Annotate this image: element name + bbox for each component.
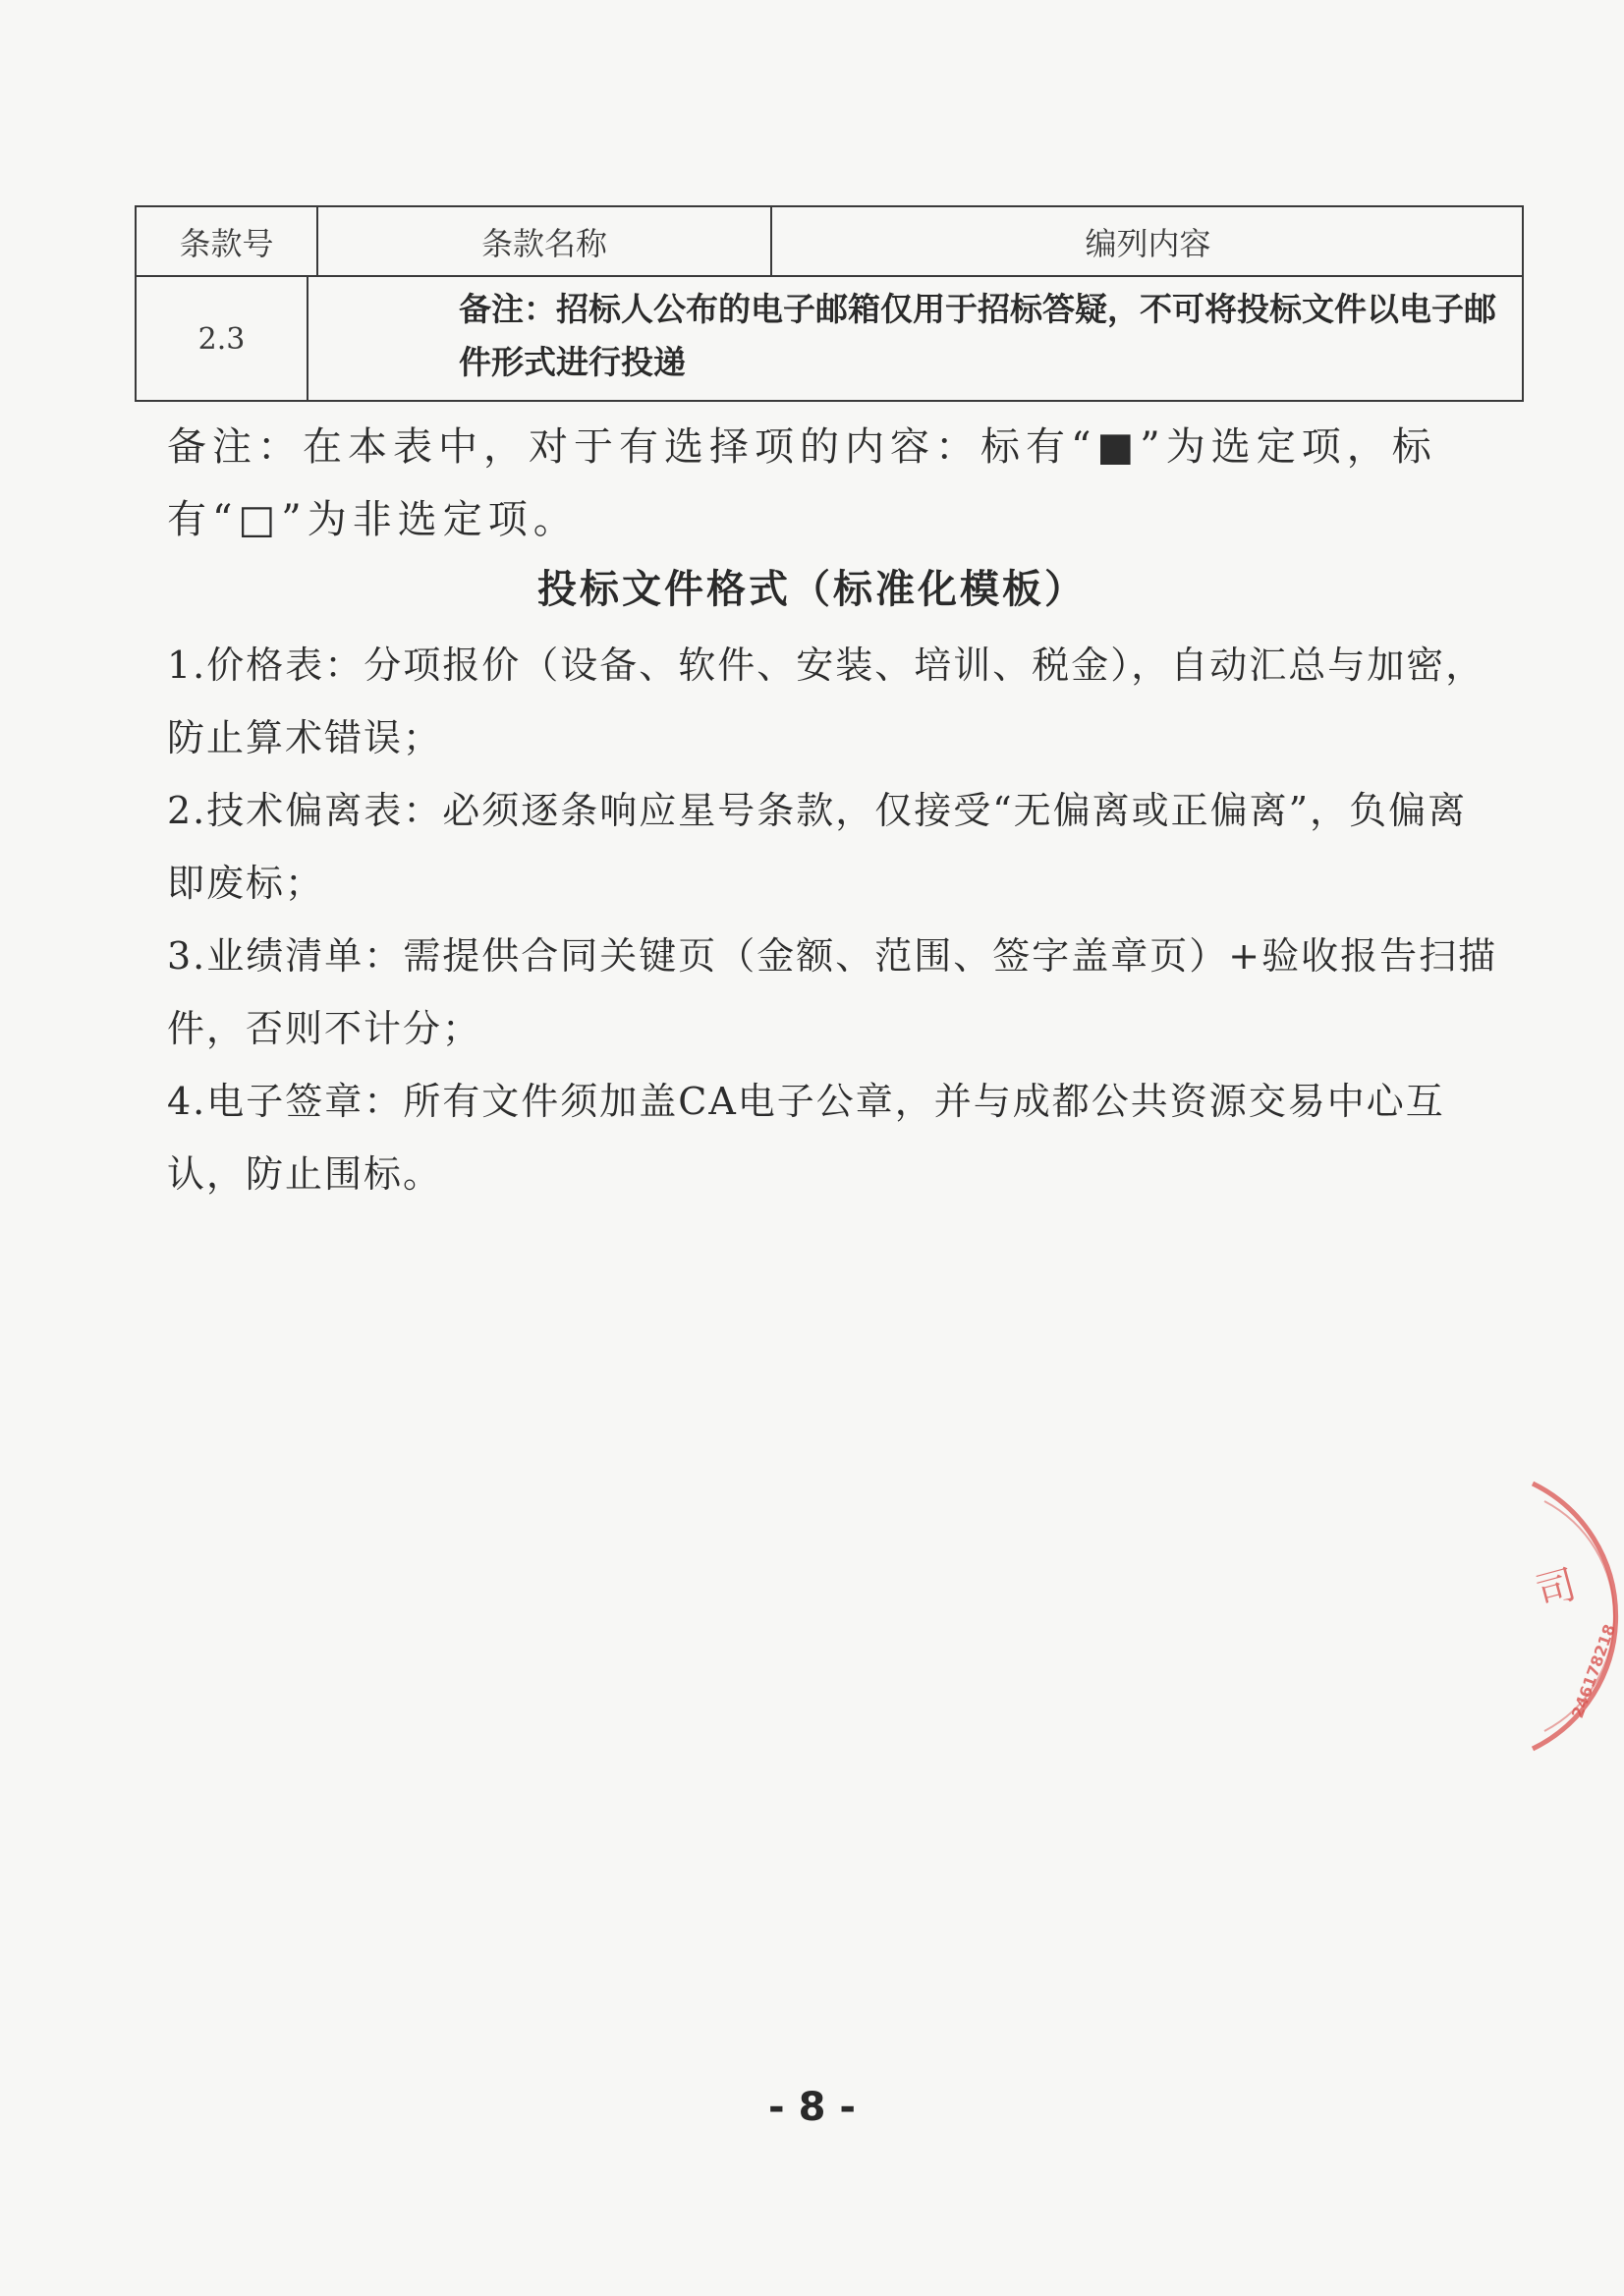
table-row bbox=[137, 277, 1522, 402]
row-clause-no: 2.3 bbox=[137, 277, 308, 402]
seal-graphic bbox=[1503, 1464, 1624, 1759]
row-note: 备注：招标人公布的电子邮箱仅用于招标答疑，不可将投标文件以电子邮件形式进行投递 bbox=[459, 290, 1496, 381]
table-header-row bbox=[137, 207, 1522, 277]
list-item: 4.电子签章：所有文件须加盖CA电子公章，并与成都公共资源交易中心互认，防止围标。 bbox=[167, 1080, 1445, 1196]
seal-char: 司 bbox=[1531, 1561, 1582, 1616]
header-clause-name: 条款名称 bbox=[318, 207, 772, 275]
header-content: 编列内容 bbox=[1085, 224, 1211, 262]
company-seal-stamp bbox=[1503, 1464, 1624, 1759]
section-title: 投标文件格式（标准化模板） bbox=[537, 566, 1087, 612]
page-number: - 8 - bbox=[768, 2085, 856, 2130]
list-item: 1.价格表：分项报价（设备、软件、安装、培训、税金），自动汇总与加密，防止算术错误； bbox=[167, 644, 1485, 759]
header-clause-no: 条款号 bbox=[137, 207, 318, 275]
table-remark: 备注：在本表中，对于有选择项的内容：标有“■”为选定项，标有“□”为非选定项。 bbox=[167, 424, 1437, 542]
clause-table bbox=[135, 205, 1524, 402]
list-item: 3.业绩清单：需提供合同关键页（金额、范围、签字盖章页）+验收报告扫描件，否则不计分； bbox=[167, 934, 1498, 1050]
list-item: 2.技术偏离表：必须逐条响应星号条款，仅接受“无偏离或正偏离”，负偏离即废标； bbox=[167, 789, 1468, 905]
seal-number: 246178218 bbox=[1567, 1621, 1620, 1721]
